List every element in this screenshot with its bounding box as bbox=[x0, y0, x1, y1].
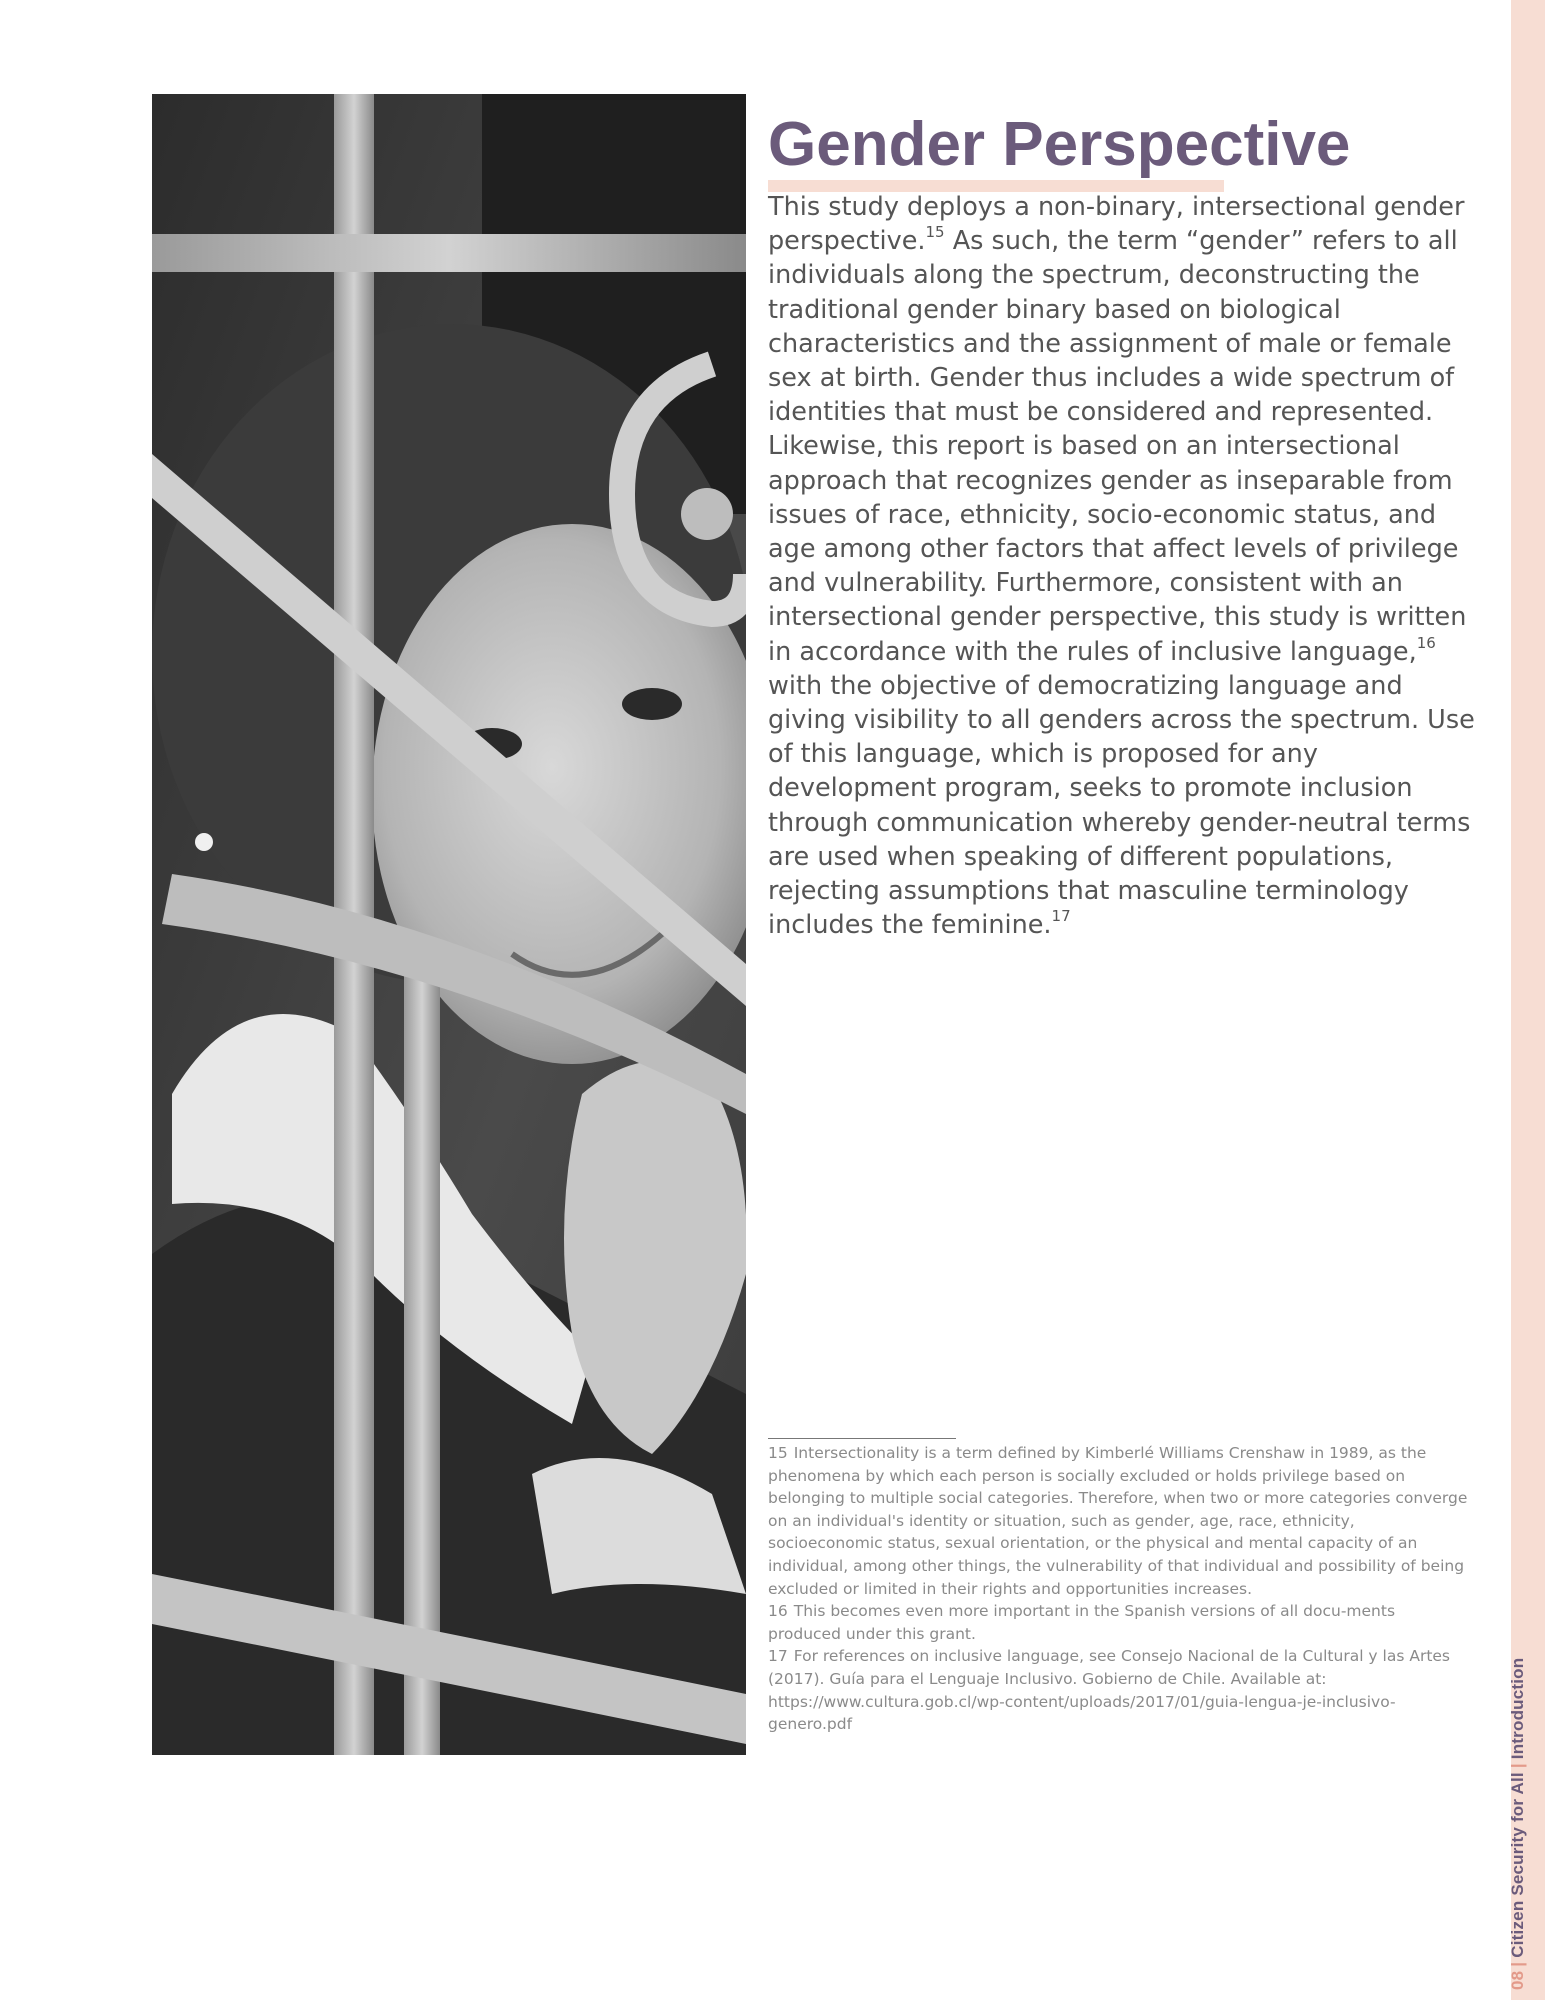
footer-separator: | bbox=[1508, 1961, 1527, 1967]
footnote-text: For references on inclusive language, see Consejo Nacional de la Cultural y las Artes (2017). Guía para el Lenguaje Inclusivo. Gobierno de Chile. Available at: https://www.cultura.gob.cl/wp-content/uploads/2017/01/guia-lengua-je-inclusivo-genero.pdf bbox=[768, 1647, 1451, 1734]
footer-separator-2: | bbox=[1508, 1763, 1527, 1769]
page-title: Gender Perspective bbox=[768, 110, 1351, 179]
footnote-ref-16[interactable]: 16 bbox=[1416, 633, 1436, 652]
footnote-number: 15 bbox=[768, 1444, 788, 1462]
iron-bar-horizontal-top bbox=[152, 234, 746, 272]
iron-scroll-center bbox=[681, 488, 733, 540]
eye-right bbox=[622, 688, 682, 720]
body-text-part-3: with the objective of democratizing language and giving visibility to all genders across the spectrum. Use of this language, which is proposed for any development program, seeks to promote inclusion through communication whereby gender-neutral terms are used when speaking of different populations, rejecting assumptions that masculine terminology includes the feminine. bbox=[768, 670, 1475, 941]
footnotes-block bbox=[768, 1442, 1468, 1736]
footnote-number: 16 bbox=[768, 1602, 788, 1621]
photo-girl-behind-bars bbox=[152, 94, 746, 1755]
running-footer bbox=[1508, 1658, 1528, 1990]
footnote-17 bbox=[768, 1645, 1468, 1735]
footnote-divider bbox=[768, 1438, 956, 1439]
body-text-part-2: As such, the term “gender” refers to all individuals along the spectrum, deconstructing the traditional gender binary based on biological characteristics and the assignment of male or female sex at birth. Gender thus includes a wide spectrum of identities that must be considered and represented. Likewise, this report is based on an intersectional approach that recognizes gender as inseparable from issues of race, ethnicity, socio-economic status, and age among other factors that affect levels of privilege and vulnerability. Furthermore, consistent with an intersectional gender perspective, this study is written in accordance with the rules of inclusive language, bbox=[768, 226, 1467, 667]
footnote-15 bbox=[768, 1442, 1468, 1600]
body-text-part-1: This study deploys a non-binary, intersectional gender perspective. bbox=[768, 192, 1465, 257]
section-name: Introduction bbox=[1508, 1657, 1527, 1760]
footnote-ref-15[interactable]: 15 bbox=[925, 223, 945, 242]
footnote-text: This becomes even more important in the Spanish versions of all docu-ments produced under this grant. bbox=[768, 1602, 1396, 1643]
page-number: 08 bbox=[1508, 1970, 1527, 1990]
earring bbox=[195, 833, 213, 851]
footnote-ref-17[interactable]: 17 bbox=[1051, 907, 1071, 926]
body-paragraph bbox=[768, 190, 1488, 942]
footnote-number: 17 bbox=[768, 1647, 788, 1666]
footnote-16 bbox=[768, 1600, 1468, 1645]
footnote-text: Intersectionality is a term defined by Kimberlé Williams Crenshaw in 1989, as the phenomena by which each person is socially excluded or holds privilege based on belonging to multiple social categories. Therefore, when two or more categories converge on an individual's identity or situation, such as gender, age, race, ethnicity, socioeconomic status, sexual orientation, or the physical and mental capacity of an individual, among other things, the vulnerability of that individual and possibility of being excluded or limited in their rights and opportunities increases. bbox=[768, 1444, 1468, 1598]
publication-title: Citizen Security for All bbox=[1508, 1772, 1527, 1958]
